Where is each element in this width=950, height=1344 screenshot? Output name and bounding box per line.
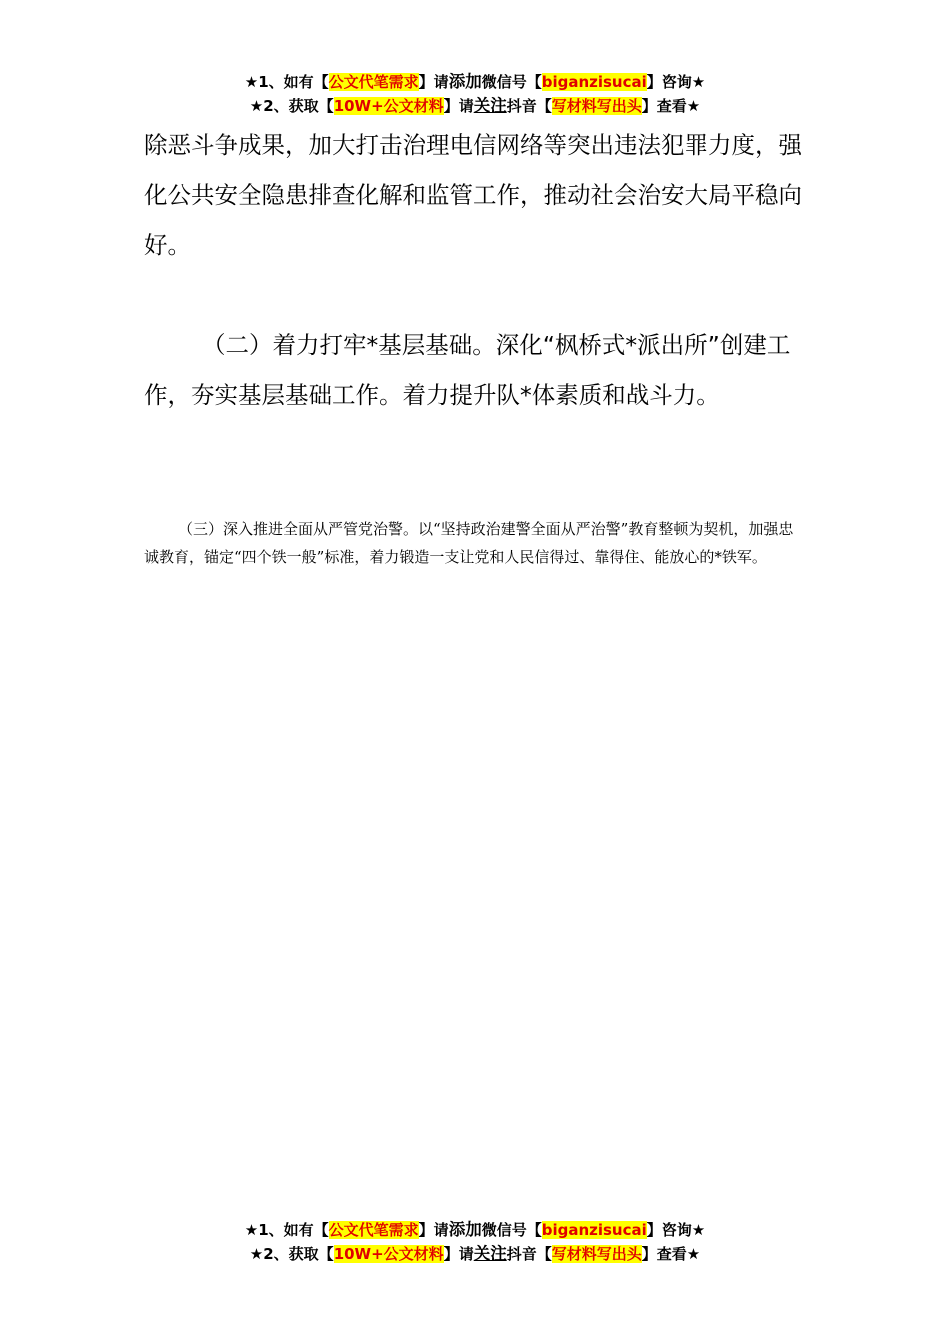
promo-highlight: 公文代笔需求 [328, 1221, 419, 1239]
promo-line-2 [0, 1242, 950, 1266]
bottom-promo-banner [0, 1218, 950, 1266]
promo-highlight: 10W+公文材料 [333, 97, 444, 115]
body-paragraph-3: （三）深入推进全面从严管党治警。以“坚持政治建警全面从严治警”教育整顿为契机，加强忠诚教育，锚定“四个铁一般”标准，着力锻造一支让党和人民信得过、靠得住、能放心的*铁军。 [144, 520, 794, 566]
promo-text: 微信号【 [481, 73, 542, 91]
promo-text: ★1、如有【 [244, 73, 329, 91]
promo-line-1 [0, 70, 950, 94]
body-paragraph-2: （二）着力打牢*基层基础。深化“枫桥式*派出所”创建工作，夯实基层基础工作。着力提升队*体素质和战斗力。 [144, 331, 791, 409]
promo-text: ★2、获取【 [249, 97, 334, 115]
promo-text: 】请 [443, 97, 474, 115]
promo-text: 抖音【 [506, 1245, 552, 1263]
body-paragraph-1: 除恶斗争成果，加大打击治理电信网络等突出违法犯罪力度，强化公共安全隐患排查化解和监管工作，推动社会治安大局平稳向好。 [144, 131, 802, 259]
promo-text: 】请 [443, 1245, 474, 1263]
promo-text: ★1、如有【 [244, 1221, 329, 1239]
promo-emphasis: 添加 [448, 72, 482, 91]
promo-text: 抖音【 [506, 97, 552, 115]
promo-text: 】查看★ [641, 97, 701, 115]
promo-emphasis: 关注 [473, 96, 507, 115]
promo-wechat-id: biganzisucai [541, 73, 647, 91]
promo-text: 】咨询★ [646, 1221, 706, 1239]
top-promo-banner [0, 70, 950, 118]
promo-text: 】请 [418, 1221, 449, 1239]
promo-emphasis: 关注 [473, 1244, 507, 1263]
promo-highlight: 10W+公文材料 [333, 1245, 444, 1263]
promo-text: 】请 [418, 73, 449, 91]
promo-wechat-id: biganzisucai [541, 1221, 647, 1239]
promo-text: 】咨询★ [646, 73, 706, 91]
promo-text: 微信号【 [481, 1221, 542, 1239]
promo-text: ★2、获取【 [249, 1245, 334, 1263]
promo-highlight: 公文代笔需求 [328, 73, 419, 91]
promo-line-2 [0, 94, 950, 118]
promo-text: 】查看★ [641, 1245, 701, 1263]
promo-douyin-account: 写材料写出头 [551, 97, 642, 115]
promo-emphasis: 添加 [448, 1220, 482, 1239]
promo-line-1 [0, 1218, 950, 1242]
promo-douyin-account: 写材料写出头 [551, 1245, 642, 1263]
